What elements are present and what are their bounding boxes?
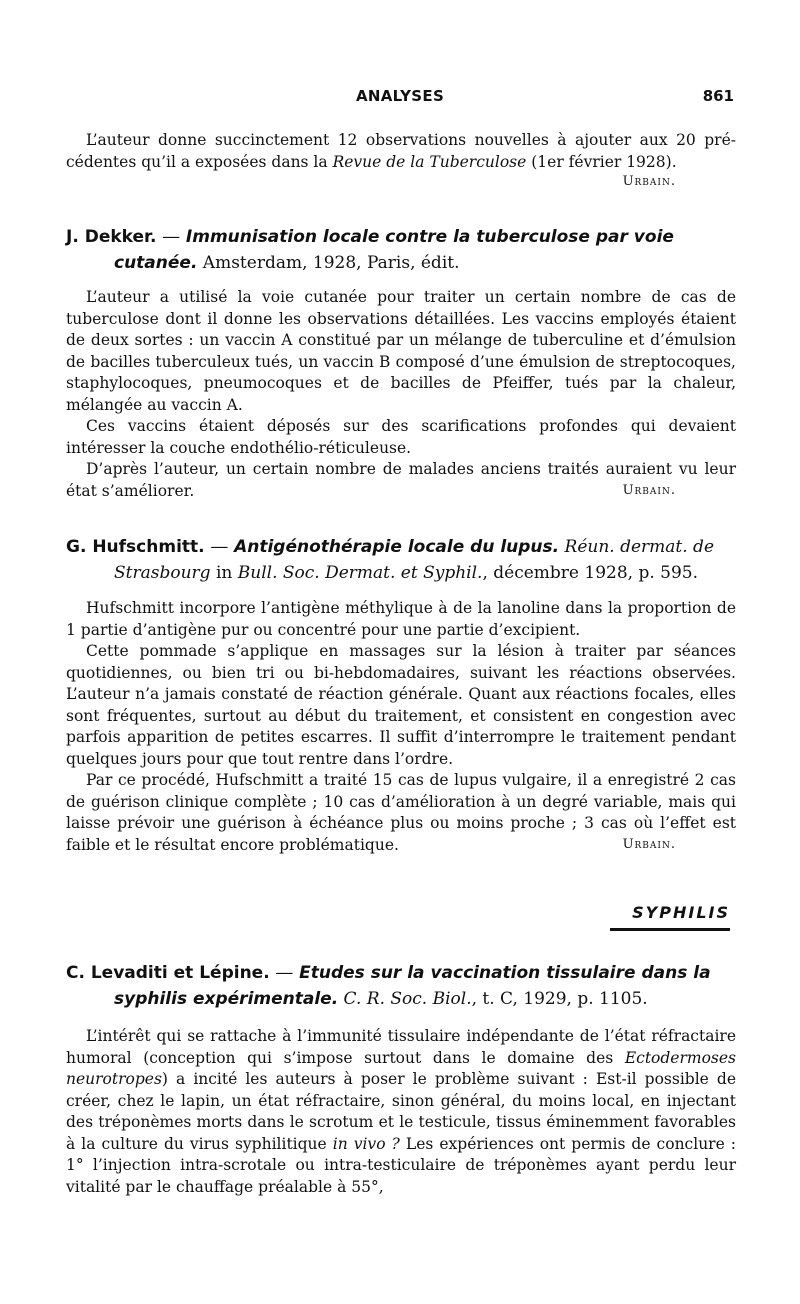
entry3-body (66, 1026, 736, 1198)
entry1-title-b: cutanée. (114, 253, 198, 273)
section-label: SYPHILIS (632, 903, 730, 922)
intro-line-2a: cédentes qu’il a exposées dans la (66, 152, 333, 171)
intro-line-1: L’auteur donne succinctement 12 observations nouvelles à ajouter aux 20 pré- (86, 131, 736, 149)
entry1-body (66, 287, 736, 500)
entry2-source-in: in (210, 563, 238, 583)
entry3-title-b: syphilis expérimentale. (114, 989, 339, 1009)
entry1-paragraph-2: Ces vaccins étaient déposés sur des scarifications profondes qui devaient intéresser la couche endothélio-réticuleuse. (66, 417, 736, 457)
entry2-author: G. Hufschmitt. (66, 537, 205, 557)
entry1-signature: Urbain. (622, 483, 676, 498)
entry3-journal: C. R. Soc. Biol. (338, 989, 472, 1009)
entry1-author: J. Dekker. (66, 227, 157, 247)
entry-levaditi-heading (66, 960, 736, 1012)
intro-journal: Revue de la Tuberculose (332, 152, 527, 171)
entry2-journal: Bull. Soc. Dermat. et Syphil. (237, 563, 483, 583)
page-number: 861 (702, 87, 734, 105)
entry3-text-c: Les expériences ont permis de conclure : 1° l’injection intra-scrotale ou intra-testiculaire de tréponèmes ayant perdu leur vitalité par le chauffage préalable à 55°, (66, 1134, 737, 1196)
running-title: ANALYSES (355, 87, 445, 105)
entry1-paragraph-1: L’auteur a utilisé la voie cutanée pour traiter un certain nombre de cas de tuberculose dont il donne les observations détaillées. Les vaccins employés étaient de deux sortes : un vaccin A constitué par un mélange de tuberculine et d’émulsion de bacilles tuberculeux tués, un vaccin B composé d’une émulsion de streptocoques, staphylocoques, pneumocoques et de bacilles de Pfeiffer, tués par la chaleur, mélangée au vaccin A. (66, 288, 736, 414)
entry2-body (66, 598, 736, 854)
entry3-text-a: L’intérêt qui se rattache à l’immunité tissulaire indépendante de l’état réfractaire humoral (conception qui s’impose surtout dans le domaine des (66, 1027, 736, 1067)
entry-dekker-heading (66, 224, 736, 276)
entry1-source: Amsterdam, 1928, Paris, édit. (197, 253, 460, 273)
entry2-signature: Urbain. (622, 837, 676, 852)
entry1-dash: — (156, 226, 186, 247)
entry3-dash: — (269, 962, 300, 983)
entry3-title-a: Etudes sur la vaccination tissulaire dans la (299, 963, 711, 983)
entry3-text-b: ) a incité les auteurs à poser le problème suivant : Est-il possible de créer, chez le lapin, un état réfractaire, sinon général, du moins local, en injectant des tréponèmes morts dans le scrotum et le testicule, tissus éminemment favorables à la culture du virus syphilitique (66, 1070, 736, 1153)
entry2-source-b: Strasbourg (114, 563, 211, 583)
entry2-date: , décembre 1928, p. 595. (482, 563, 698, 583)
entry2-paragraph-3: Par ce procédé, Hufschmitt a traité 15 cas de lupus vulgaire, il a enregistré 2 cas de guérison clinique complète ; 10 cas d’amélioration à un degré variable, mais qui laisse prévoir une guérison à échéance plus ou moins proche ; 3 cas où l’effet est faible et le résultat encore problématique. (66, 771, 736, 854)
page-header (66, 87, 734, 113)
intro-signature: Urbain. (622, 174, 676, 189)
section-rule (610, 928, 730, 931)
entry1-title-a: Immunisation locale contre la tuberculose par voie (185, 227, 674, 247)
entry2-title: Antigénothérapie locale du lupus. (234, 537, 560, 557)
entry1-paragraph-3: D’après l’auteur, un certain nombre de malades anciens traités auraient vu leur état s’améliorer. (66, 460, 736, 500)
entry3-in-vivo: in vivo ? (332, 1134, 400, 1153)
intro-line-2b: (1er février 1928). (526, 152, 677, 171)
entry3-source-rest: , t. C, 1929, p. 1105. (471, 989, 648, 1009)
entry3-author: C. Levaditi et Lépine. (66, 963, 270, 983)
intro-paragraph (66, 130, 736, 191)
entry2-dash: — (204, 536, 235, 557)
entry3-term: Ectodermoses neurotropes (66, 1048, 736, 1088)
section-header (610, 903, 730, 931)
entry2-paragraph-2: Cette pommade s’applique en massages sur la lésion à traiter par séances quotidiennes, ou bien tri ou bi-hebdomadaires, suivant les réactions observées. L’auteur n’a jamais constaté de réaction générale. Quant aux réactions focales, elles sont fréquentes, surtout au début du traitement, et consistent en congestion avec parfois apparition de petites escarres. Il suffit d’interrompre le traitement pendant quelques jours pour que tout rentre dans l’ordre. (66, 642, 736, 768)
entry2-paragraph-1: Hufschmitt incorpore l’antigène méthylique à de la lanoline dans la proportion de 1 partie d’antigène pur ou concentré pour une partie d’excipient. (66, 599, 736, 639)
entry-hufschmitt-heading (66, 534, 736, 586)
entry2-source-a: Réun. dermat. de (559, 537, 715, 557)
entry3-paragraph (66, 1026, 736, 1198)
